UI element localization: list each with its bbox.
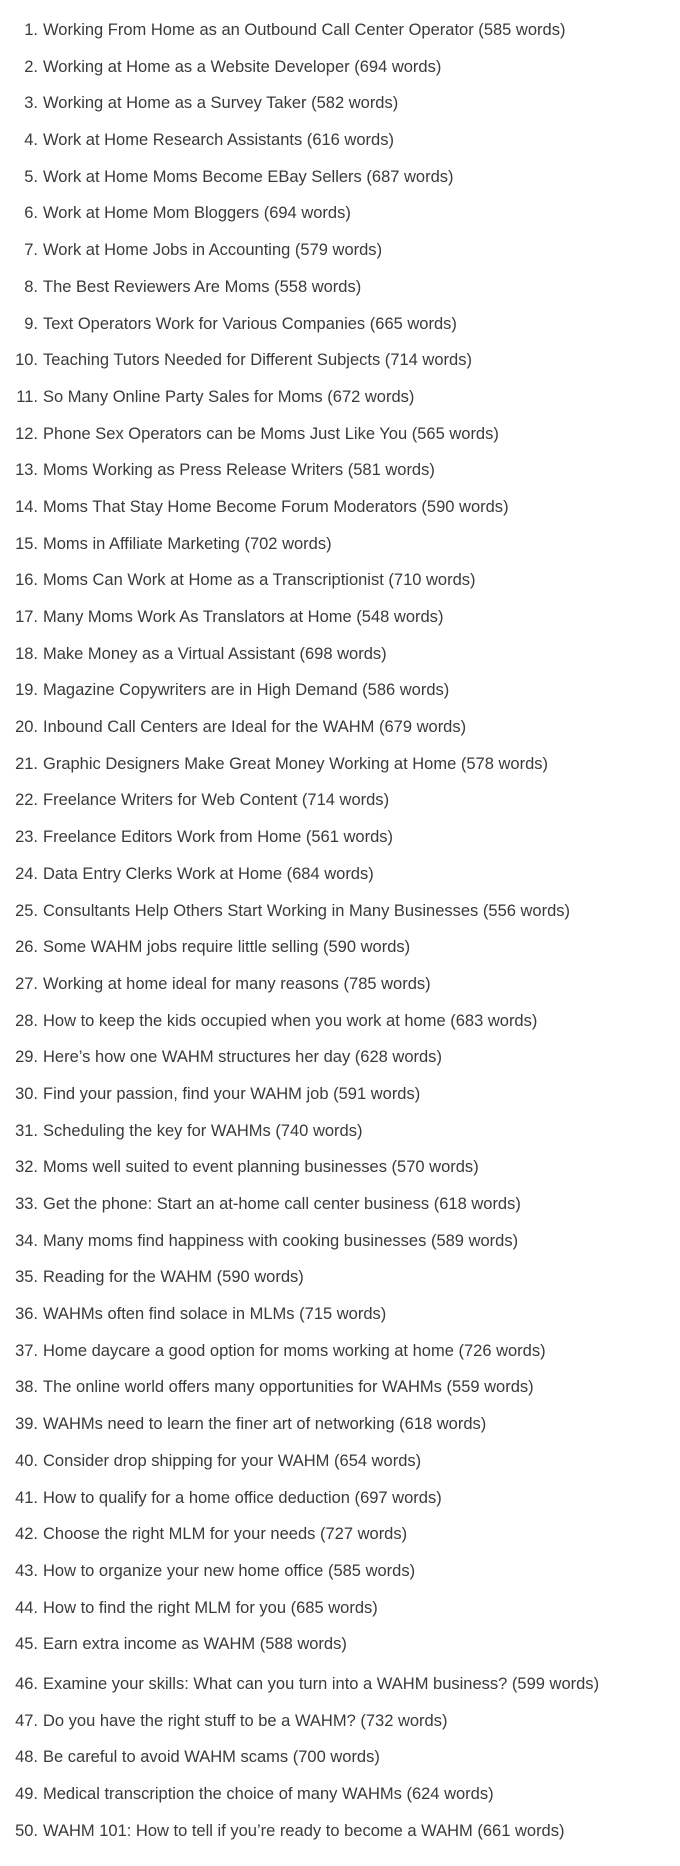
list-item	[0, 1259, 680, 1296]
list-item	[0, 966, 680, 1003]
item-number: 11.	[16, 387, 38, 406]
item-title: Working at Home as a Website Developer ( 694 words )	[43, 49, 441, 86]
item-title: The Best Reviewers Are Moms ( 558 words )	[43, 269, 361, 306]
item-word-count: ( 714 words )	[297, 791, 389, 809]
item-number: 2.	[24, 57, 38, 76]
list-item	[0, 1443, 680, 1480]
item-title: Text Operators Work for Various Companies ( 665 words )	[43, 306, 457, 343]
item-number: 4.	[24, 131, 38, 150]
item-number: 50.	[15, 1821, 38, 1840]
item-word-count: ( 694 words )	[350, 58, 442, 76]
item-word-count: ( 599 words )	[507, 1675, 599, 1693]
list-item	[0, 929, 680, 966]
item-number: 23.	[15, 828, 38, 847]
list-item	[0, 232, 680, 269]
item-number: 36.	[15, 1305, 38, 1324]
item-number: 1.	[24, 21, 38, 39]
item-word-count: ( 654 words )	[329, 1452, 421, 1470]
item-word-count: ( 694 words )	[259, 204, 351, 222]
item-word-count: ( 679 words )	[374, 718, 466, 736]
item-word-count: ( 715 words )	[295, 1305, 387, 1323]
item-title: How to organize your new home office ( 585 words )	[43, 1553, 415, 1590]
item-title: So Many Online Party Sales for Moms ( 672 words )	[43, 379, 414, 416]
list-item	[0, 1480, 680, 1517]
item-title: Scheduling the key for WAHMs ( 740 words )	[43, 1113, 362, 1150]
item-number: 30.	[15, 1084, 38, 1103]
list-item	[0, 562, 680, 599]
item-number: 35.	[15, 1268, 38, 1287]
item-title: Be careful to avoid WAHM scams ( 700 words )	[43, 1739, 380, 1776]
item-word-count: ( 740 words )	[271, 1122, 363, 1140]
item-word-count: ( 565 words )	[407, 425, 499, 443]
item-word-count: ( 683 words )	[446, 1012, 538, 1030]
item-word-count: ( 687 words )	[362, 168, 454, 186]
item-title: Freelance Editors Work from Home ( 561 words )	[43, 819, 393, 856]
item-title: How to keep the kids occupied when you work at home ( 683 words )	[43, 1003, 537, 1040]
item-title: Moms Working as Press Release Writers ( 581 words )	[43, 452, 435, 489]
item-word-count: ( 585 words )	[474, 21, 566, 39]
item-word-count: ( 628 words )	[350, 1048, 442, 1066]
item-word-count: ( 561 words )	[301, 828, 393, 846]
list-item	[0, 1223, 680, 1260]
item-word-count: ( 579 words )	[290, 241, 382, 259]
item-title: WAHMs often find solace in MLMs ( 715 words )	[43, 1296, 386, 1333]
item-title: Some WAHM jobs require little selling ( 590 words )	[43, 929, 410, 966]
item-title: Make Money as a Virtual Assistant ( 698 words )	[43, 636, 387, 673]
item-title: Medical transcription the choice of many WAHMs ( 624 words )	[43, 1776, 494, 1813]
item-title: WAHM 101: How to tell if you’re ready to become a WAHM ( 661 words )	[43, 1813, 565, 1850]
item-word-count: ( 589 words )	[426, 1232, 518, 1250]
list-item	[0, 452, 680, 489]
item-word-count: ( 727 words )	[315, 1525, 407, 1543]
item-title: Work at Home Jobs in Accounting ( 579 words )	[43, 232, 382, 269]
item-number: 24.	[15, 864, 38, 883]
item-word-count: ( 556 words )	[478, 902, 570, 920]
list-item	[0, 1516, 680, 1553]
item-number: 20.	[15, 718, 38, 737]
item-number: 47.	[15, 1711, 38, 1730]
list-item	[0, 1149, 680, 1186]
item-number: 9.	[24, 314, 38, 333]
item-word-count: ( 578 words )	[456, 755, 548, 773]
item-number: 41.	[15, 1488, 38, 1507]
list-item	[0, 195, 680, 232]
item-number: 31.	[15, 1121, 38, 1140]
list-item	[0, 1626, 680, 1663]
item-word-count: ( 586 words )	[358, 681, 450, 699]
list-item	[0, 636, 680, 673]
item-number: 32.	[15, 1158, 38, 1177]
item-word-count: ( 570 words )	[387, 1158, 479, 1176]
item-title: Reading for the WAHM ( 590 words )	[43, 1259, 304, 1296]
item-number: 19.	[15, 681, 38, 700]
item-word-count: ( 714 words )	[380, 351, 472, 369]
item-title: The online world offers many opportunities for WAHMs ( 559 words )	[43, 1369, 534, 1406]
item-word-count: ( 616 words )	[302, 131, 394, 149]
item-number: 26.	[15, 938, 38, 957]
list-item	[0, 893, 680, 930]
item-number: 43.	[15, 1561, 38, 1580]
item-number: 6.	[24, 204, 38, 223]
item-word-count: ( 697 words )	[350, 1489, 442, 1507]
item-number: 13.	[15, 461, 38, 480]
item-title: Work at Home Research Assistants ( 616 words )	[43, 122, 394, 159]
list-item	[0, 489, 680, 526]
item-title: Moms That Stay Home Become Forum Moderators ( 590 words )	[43, 489, 509, 526]
item-number: 27.	[15, 974, 38, 993]
list-item	[0, 12, 680, 49]
item-title: Moms in Affiliate Marketing ( 702 words )	[43, 526, 332, 563]
item-number: 48.	[15, 1748, 38, 1767]
list-item	[0, 1776, 680, 1813]
item-number: 18.	[15, 644, 38, 663]
item-number: 25.	[15, 901, 38, 920]
item-number: 37.	[15, 1341, 38, 1360]
item-number: 42.	[15, 1525, 38, 1544]
item-number: 10.	[15, 351, 38, 370]
list-item	[0, 1666, 680, 1703]
item-title: Phone Sex Operators can be Moms Just Like You ( 565 words )	[43, 416, 499, 453]
item-number: 15.	[15, 534, 38, 553]
item-title: Moms Can Work at Home as a Transcriptionist ( 710 words )	[43, 562, 476, 599]
list-item	[0, 526, 680, 563]
item-title: Home daycare a good option for moms working at home ( 726 words )	[43, 1333, 546, 1370]
item-word-count: ( 700 words )	[288, 1748, 380, 1766]
list-item	[0, 672, 680, 709]
list-item	[0, 1333, 680, 1370]
list-item	[0, 746, 680, 783]
item-title: Consider drop shipping for your WAHM ( 654 words )	[43, 1443, 421, 1480]
item-number: 34.	[15, 1231, 38, 1250]
item-title: Inbound Call Centers are Ideal for the WAHM ( 679 words )	[43, 709, 466, 746]
list-item	[0, 379, 680, 416]
list-item	[0, 1590, 680, 1627]
item-word-count: ( 548 words )	[352, 608, 444, 626]
item-number: 29.	[15, 1048, 38, 1067]
item-word-count: ( 558 words )	[270, 278, 362, 296]
list-item	[0, 306, 680, 343]
item-number: 5.	[24, 167, 38, 186]
item-word-count: ( 702 words )	[240, 535, 332, 553]
list-item	[0, 1076, 680, 1113]
list-item	[0, 1813, 680, 1850]
list-item	[0, 122, 680, 159]
item-word-count: ( 590 words )	[212, 1268, 304, 1286]
item-title: Choose the right MLM for your needs ( 727 words )	[43, 1516, 407, 1553]
item-word-count: ( 590 words )	[318, 938, 410, 956]
item-title: How to find the right MLM for you ( 685 words )	[43, 1590, 378, 1627]
list-item	[0, 159, 680, 196]
item-title: WAHMs need to learn the finer art of networking ( 618 words )	[43, 1406, 486, 1443]
item-word-count: ( 590 words )	[417, 498, 509, 516]
list-item	[0, 342, 680, 379]
item-title: How to qualify for a home office deduction ( 697 words )	[43, 1480, 442, 1517]
item-title: Find your passion, find your WAHM job ( 591 words )	[43, 1076, 420, 1113]
item-title: Examine your skills: What can you turn into a WAHM business? ( 599 words )	[43, 1666, 599, 1703]
item-number: 28.	[15, 1011, 38, 1030]
item-word-count: ( 618 words )	[429, 1195, 521, 1213]
item-title: Earn extra income as WAHM ( 588 words )	[43, 1626, 347, 1663]
item-title: Magazine Copywriters are in High Demand ( 586 words )	[43, 672, 449, 709]
item-word-count: ( 726 words )	[454, 1342, 546, 1360]
item-number: 7.	[24, 241, 38, 260]
item-title: Here’s how one WAHM structures her day ( 628 words )	[43, 1039, 442, 1076]
list-item	[0, 85, 680, 122]
item-title: Do you have the right stuff to be a WAHM? ( 732 words )	[43, 1703, 447, 1740]
list-item	[0, 416, 680, 453]
item-title: Moms well suited to event planning businesses ( 570 words )	[43, 1149, 479, 1186]
item-title: Consultants Help Others Start Working in Many Businesses ( 556 words )	[43, 893, 570, 930]
item-number: 21.	[15, 754, 38, 773]
item-word-count: ( 588 words )	[255, 1635, 347, 1653]
item-number: 12.	[15, 424, 38, 443]
list-item	[0, 49, 680, 86]
item-number: 3.	[24, 94, 38, 113]
item-word-count: ( 618 words )	[395, 1415, 487, 1433]
list-item	[0, 819, 680, 856]
item-word-count: ( 710 words )	[384, 571, 476, 589]
list-item	[0, 1369, 680, 1406]
item-number: 14.	[15, 497, 38, 516]
item-title: Working From Home as an Outbound Call Center Operator ( 585 words )	[43, 12, 565, 49]
item-word-count: ( 685 words )	[286, 1599, 378, 1617]
item-title: Working at home ideal for many reasons ( 785 words )	[43, 966, 431, 1003]
list-item	[0, 856, 680, 893]
item-word-count: ( 785 words )	[339, 975, 431, 993]
list-item	[0, 1739, 680, 1776]
list-item	[0, 1553, 680, 1590]
list-item	[0, 1039, 680, 1076]
list-item	[0, 782, 680, 819]
item-number: 40.	[15, 1451, 38, 1470]
item-word-count: ( 581 words )	[343, 461, 435, 479]
item-word-count: ( 684 words )	[282, 865, 374, 883]
item-number: 39.	[15, 1415, 38, 1434]
item-title: Working at Home as a Survey Taker ( 582 words )	[43, 85, 398, 122]
list-item	[0, 599, 680, 636]
item-title: Freelance Writers for Web Content ( 714 words )	[43, 782, 389, 819]
item-number: 44.	[15, 1598, 38, 1617]
item-word-count: ( 591 words )	[329, 1085, 421, 1103]
item-number: 17.	[15, 608, 38, 626]
item-word-count: ( 672 words )	[323, 388, 415, 406]
item-number: 33.	[15, 1195, 38, 1213]
item-title: Work at Home Moms Become EBay Sellers ( 687 words )	[43, 159, 454, 196]
item-title: Teaching Tutors Needed for Different Subjects ( 714 words )	[43, 342, 472, 379]
item-title: Graphic Designers Make Great Money Working at Home ( 578 words )	[43, 746, 548, 783]
item-word-count: ( 732 words )	[356, 1712, 448, 1730]
item-title: Many moms find happiness with cooking businesses ( 589 words )	[43, 1223, 518, 1260]
item-word-count: ( 698 words )	[295, 645, 387, 663]
list-item	[0, 1003, 680, 1040]
item-number: 8.	[24, 277, 38, 296]
item-number: 49.	[15, 1785, 38, 1803]
item-title: Get the phone: Start an at-home call center business ( 618 words )	[43, 1186, 521, 1223]
item-word-count: ( 661 words )	[473, 1822, 565, 1840]
item-word-count: ( 582 words )	[307, 94, 399, 112]
item-number: 38.	[15, 1378, 38, 1397]
list-item	[0, 1186, 680, 1223]
list-item	[0, 1406, 680, 1443]
list-item	[0, 1113, 680, 1150]
list-item	[0, 269, 680, 306]
list-item	[0, 1296, 680, 1333]
item-title: Work at Home Mom Bloggers ( 694 words )	[43, 195, 351, 232]
item-title: Data Entry Clerks Work at Home ( 684 words )	[43, 856, 374, 893]
list-item	[0, 1703, 680, 1740]
item-word-count: ( 559 words )	[442, 1378, 534, 1396]
item-word-count: ( 624 words )	[402, 1785, 494, 1803]
item-word-count: ( 665 words )	[365, 315, 457, 333]
item-number: 22.	[15, 791, 38, 810]
list-item	[0, 709, 680, 746]
item-number: 16.	[15, 571, 38, 590]
item-number: 45.	[15, 1635, 38, 1654]
item-word-count: ( 585 words )	[323, 1562, 415, 1580]
item-number: 46.	[15, 1674, 38, 1693]
item-title: Many Moms Work As Translators at Home ( 548 words )	[43, 599, 443, 636]
